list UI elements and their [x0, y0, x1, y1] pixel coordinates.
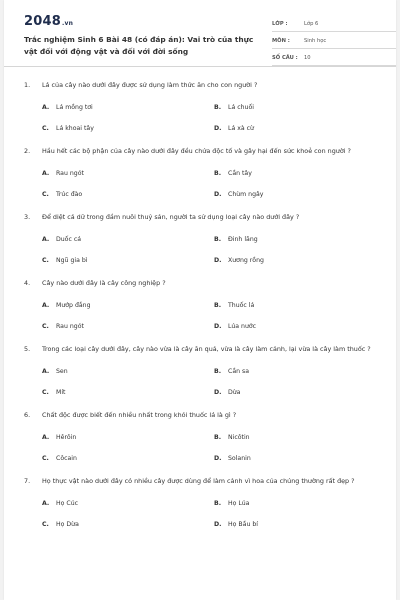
option-letter: A.: [42, 302, 50, 309]
option-letter: A.: [42, 500, 50, 507]
option-letter: C.: [42, 521, 49, 528]
option-letter: B.: [214, 302, 222, 309]
option-text: Lá xà cừ: [228, 125, 254, 132]
option-c[interactable]: [42, 387, 214, 398]
option-letter: A.: [42, 368, 50, 375]
meta-value-count: 10: [304, 54, 311, 61]
option-text: Lá khoai tây: [56, 125, 94, 132]
option-grid: [42, 300, 384, 332]
question-number: 6.: [24, 411, 31, 419]
question-number: 5.: [24, 345, 31, 353]
quiz-page: [4, 0, 396, 600]
option-a[interactable]: [42, 102, 214, 113]
option-d[interactable]: [214, 123, 386, 134]
option-c[interactable]: [42, 255, 214, 266]
meta-row-count: [272, 50, 396, 66]
question-4: [24, 278, 384, 332]
option-grid: [42, 234, 384, 266]
option-letter: C.: [42, 257, 49, 264]
option-c[interactable]: [42, 453, 214, 464]
option-a[interactable]: [42, 498, 214, 509]
option-text: Nicôtin: [228, 434, 250, 441]
meta-value-class: Lớp 6: [304, 20, 319, 27]
option-text: Dừa: [228, 389, 241, 396]
option-text: Lúa nước: [228, 323, 257, 330]
question-body: Cây nào dưới đây là cây công nghiệp ?: [42, 279, 166, 287]
option-b[interactable]: [214, 300, 386, 311]
option-letter: C.: [42, 389, 49, 396]
option-grid: [42, 168, 384, 200]
option-letter: A.: [42, 236, 50, 243]
option-letter: C.: [42, 455, 49, 462]
option-text: Trúc đào: [56, 191, 83, 198]
question-body: Để diệt cá dữ trong đầm nuôi thuỷ sản, người ta sử dụng loại cây nào dưới đây ?: [42, 213, 300, 221]
option-b[interactable]: [214, 168, 386, 179]
option-text: Cần tây: [228, 170, 252, 177]
option-text: Đinh lăng: [228, 236, 258, 243]
option-d[interactable]: [214, 189, 386, 200]
option-text: Lá mồng tơi: [56, 104, 93, 111]
option-text: Solanin: [228, 455, 251, 462]
option-a[interactable]: [42, 168, 214, 179]
meta-value-subject: Sinh học: [304, 37, 327, 44]
option-c[interactable]: [42, 519, 214, 530]
option-text: Rau ngót: [56, 323, 84, 330]
option-b[interactable]: [214, 432, 386, 443]
question-text: [24, 476, 384, 487]
page-title: Trắc nghiệm Sinh 6 Bài 48 (có đáp án): Vai trò của thực vật đối với động vật và đối với đời sống: [24, 35, 254, 56]
option-letter: A.: [42, 434, 50, 441]
option-letter: A.: [42, 104, 50, 111]
question-text: [24, 212, 384, 223]
option-letter: D.: [214, 521, 222, 528]
option-text: Lá chuối: [228, 104, 254, 111]
option-text: Xương rồng: [228, 257, 264, 264]
option-text: Hêrôin: [56, 434, 77, 441]
option-d[interactable]: [214, 519, 386, 530]
option-letter: D.: [214, 125, 222, 132]
question-5: [24, 344, 384, 398]
option-text: Duốc cá: [56, 236, 82, 243]
option-b[interactable]: [214, 498, 386, 509]
question-text: [24, 410, 384, 421]
logo-main-text: 2048: [24, 14, 61, 29]
question-number: 7.: [24, 477, 31, 485]
question-number: 3.: [24, 213, 31, 221]
option-d[interactable]: [214, 453, 386, 464]
option-letter: D.: [214, 455, 222, 462]
option-d[interactable]: [214, 387, 386, 398]
option-text: Họ Lúa: [228, 500, 250, 507]
option-c[interactable]: [42, 123, 214, 134]
question-body: Chất độc được biết đến nhiều nhất trong khói thuốc lá là gì ?: [42, 411, 237, 419]
option-d[interactable]: [214, 255, 386, 266]
question-2: [24, 146, 384, 200]
question-6: [24, 410, 384, 464]
option-letter: C.: [42, 191, 49, 198]
option-a[interactable]: [42, 234, 214, 245]
option-b[interactable]: [214, 102, 386, 113]
logo-suffix-text: .vn: [61, 20, 74, 27]
option-text: Mít: [56, 389, 66, 396]
option-a[interactable]: [42, 366, 214, 377]
question-text: [24, 278, 384, 289]
option-d[interactable]: [214, 321, 386, 332]
option-c[interactable]: [42, 321, 214, 332]
option-letter: A.: [42, 170, 50, 177]
option-letter: D.: [214, 323, 222, 330]
option-b[interactable]: [214, 234, 386, 245]
meta-label-class: LỚP :: [272, 20, 288, 27]
option-text: Cần sa: [228, 368, 250, 375]
question-body: Lá của cây nào dưới đây được sử dụng làm thức ăn cho con người ?: [42, 81, 258, 89]
option-letter: B.: [214, 104, 222, 111]
option-grid: [42, 432, 384, 464]
option-letter: C.: [42, 323, 49, 330]
option-text: Họ Dừa: [56, 521, 79, 528]
meta-row-class: [272, 16, 396, 32]
option-text: Họ Bầu bí: [228, 521, 258, 528]
option-text: Chùm ngây: [228, 191, 264, 198]
option-a[interactable]: [42, 300, 214, 311]
site-logo[interactable]: [24, 14, 73, 29]
option-a[interactable]: [42, 432, 214, 443]
option-text: Ngũ gia bì: [56, 257, 88, 264]
option-text: Mướp đắng: [56, 302, 91, 309]
question-1: [24, 80, 384, 134]
option-text: Thuốc lá: [228, 302, 255, 309]
option-grid: [42, 366, 384, 398]
option-text: Rau ngót: [56, 170, 84, 177]
page-header: [20, 12, 384, 68]
option-letter: B.: [214, 170, 222, 177]
option-letter: B.: [214, 434, 222, 441]
question-text: [24, 344, 384, 355]
meta-row-subject: [272, 33, 396, 49]
question-text: [24, 80, 384, 91]
question-7: [24, 476, 384, 530]
option-text: Họ Cúc: [56, 500, 79, 507]
question-body: Hầu hết các bộ phận của cây nào dưới đây đều chứa độc tố và gây hại đến sức khoẻ con người ?: [42, 147, 351, 155]
option-letter: C.: [42, 125, 49, 132]
option-c[interactable]: [42, 189, 214, 200]
option-letter: D.: [214, 257, 222, 264]
option-letter: B.: [214, 368, 222, 375]
quiz-meta: [272, 16, 396, 67]
question-number: 2.: [24, 147, 31, 155]
question-body: Họ thực vật nào dưới đây có nhiều cây được dùng để làm cảnh vì hoa của chúng thường rất đẹp ?: [42, 477, 355, 485]
header-divider: [4, 66, 396, 67]
option-letter: D.: [214, 191, 222, 198]
option-grid: [42, 498, 384, 530]
question-number: 1.: [24, 81, 31, 89]
option-letter: B.: [214, 236, 222, 243]
option-text: Côcain: [56, 455, 77, 462]
option-letter: B.: [214, 500, 222, 507]
option-letter: D.: [214, 389, 222, 396]
option-text: Sen: [56, 368, 68, 375]
meta-label-subject: MÔN :: [272, 37, 290, 44]
meta-label-count: SỐ CÂU :: [272, 54, 298, 61]
question-3: [24, 212, 384, 266]
question-number: 4.: [24, 279, 31, 287]
question-list: [24, 80, 384, 542]
question-body: Trong các loại cây dưới đây, cây nào vừa là cây ăn quả, vừa là cây làm cảnh, lại vừa là cây làm thuốc ?: [42, 345, 371, 353]
question-text: [24, 146, 384, 157]
option-grid: [42, 102, 384, 134]
option-b[interactable]: [214, 366, 386, 377]
